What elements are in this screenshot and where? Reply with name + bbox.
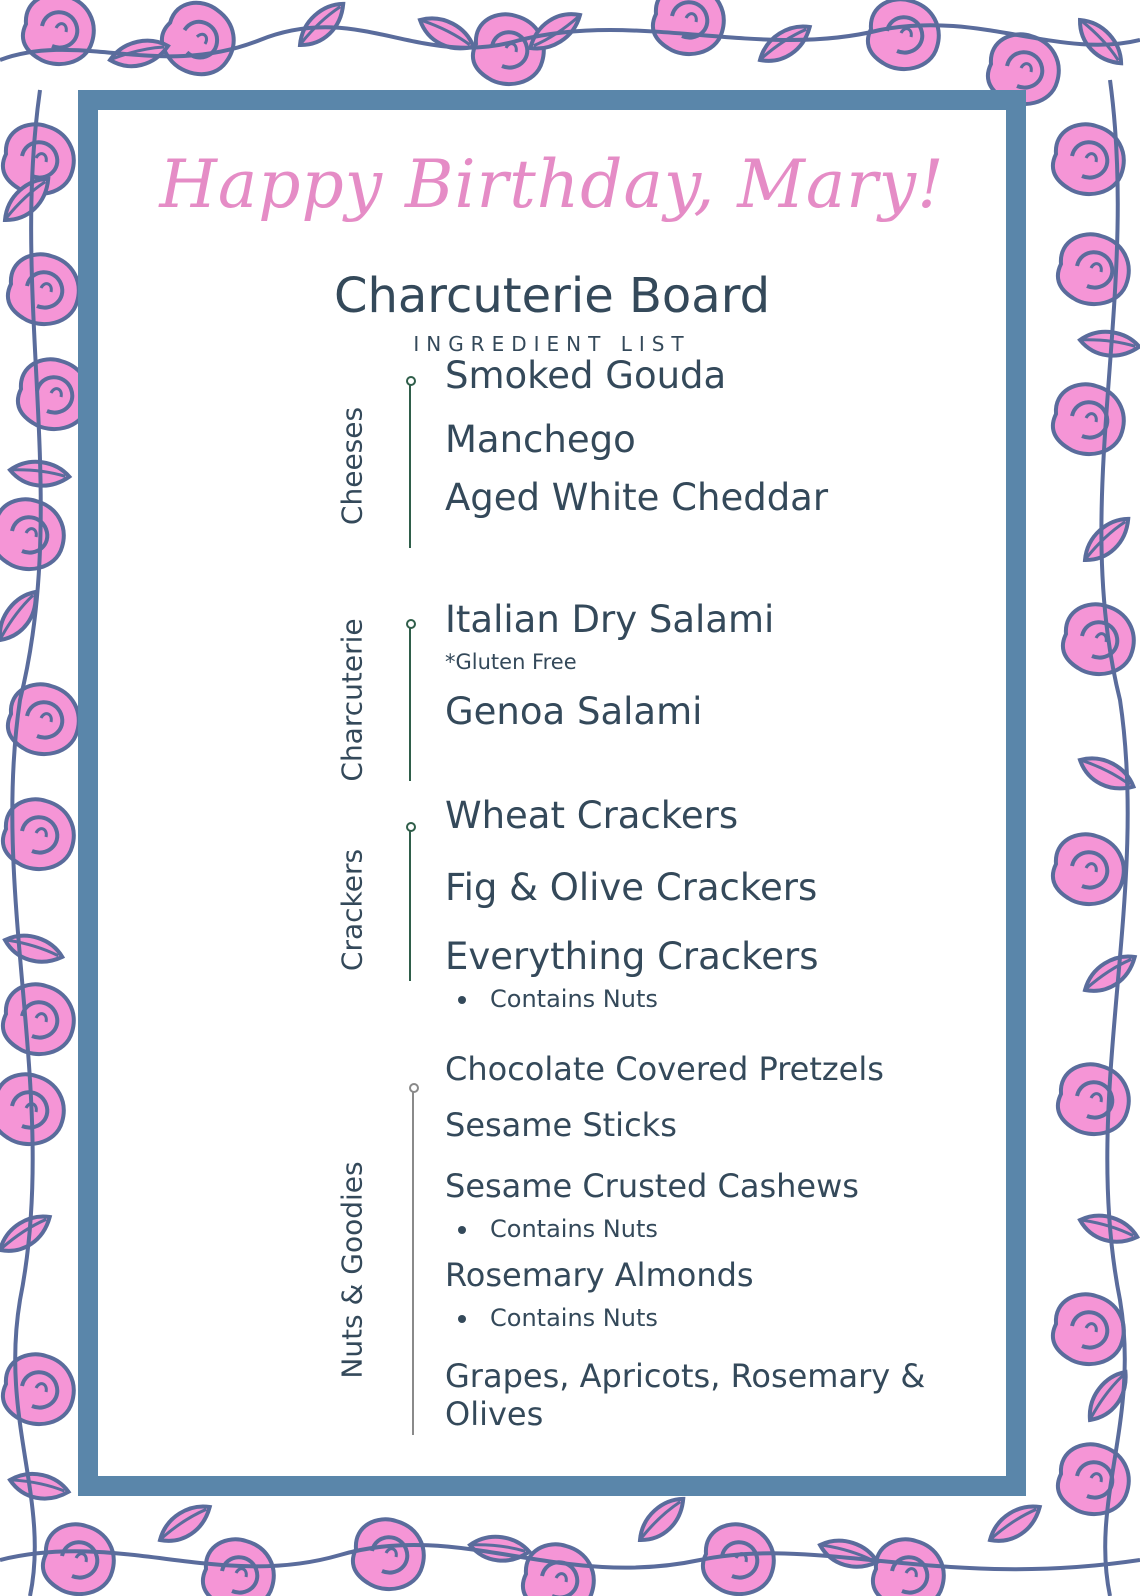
category-label-cheeses: Cheeses bbox=[335, 406, 369, 526]
item-chocolate-covered-pretzels: Chocolate Covered Pretzels bbox=[445, 1050, 884, 1088]
bullet-dot bbox=[458, 996, 466, 1004]
category-dot bbox=[409, 1083, 419, 1093]
bullet-dot bbox=[458, 1315, 466, 1323]
item-smoked-gouda: Smoked Gouda bbox=[445, 354, 727, 397]
greeting-title: Happy Birthday, Mary! bbox=[159, 146, 945, 223]
category-label-charcuterie: Charcuterie bbox=[335, 618, 369, 782]
item-wheat-crackers: Wheat Crackers bbox=[445, 794, 739, 837]
item-bullet-contains-nuts bbox=[458, 985, 658, 1013]
category-dot bbox=[406, 619, 416, 629]
item-aged-white-cheddar: Aged White Cheddar bbox=[445, 476, 829, 519]
item-rosemary-almonds: Rosemary Almonds bbox=[445, 1256, 754, 1294]
category-line bbox=[409, 623, 411, 781]
item-italian-dry-salami: Italian Dry Salami bbox=[445, 598, 775, 641]
item-note-gluten-free: *Gluten Free bbox=[445, 650, 577, 674]
bullet-text: Contains Nuts bbox=[490, 985, 658, 1013]
category-label-nuts-goodies: Nuts & Goodies bbox=[335, 1161, 369, 1379]
bullet-text: Contains Nuts bbox=[490, 1215, 658, 1243]
item-sesame-crusted-cashews: Sesame Crusted Cashews bbox=[445, 1167, 859, 1205]
category-line bbox=[409, 380, 411, 548]
item-fig-olive-crackers: Fig & Olive Crackers bbox=[445, 866, 818, 909]
bullet-dot bbox=[458, 1226, 466, 1234]
board-title: Charcuterie Board bbox=[333, 268, 771, 324]
item-manchego: Manchego bbox=[445, 418, 636, 461]
board-subtitle: INGREDIENT LIST bbox=[413, 332, 691, 356]
category-label-crackers: Crackers bbox=[335, 848, 369, 972]
category-dot bbox=[406, 822, 416, 832]
item-genoa-salami: Genoa Salami bbox=[445, 690, 703, 733]
item-bullet-contains-nuts bbox=[458, 1215, 658, 1243]
category-dot bbox=[406, 376, 416, 386]
item-bullet-contains-nuts bbox=[458, 1304, 658, 1332]
category-line bbox=[412, 1087, 414, 1435]
item-grapes-apricots-rosemary-olives: Grapes, Apricots, Rosemary & Olives bbox=[445, 1357, 926, 1433]
category-line bbox=[409, 826, 411, 981]
ingredient-card bbox=[78, 90, 1026, 1496]
item-everything-crackers: Everything Crackers bbox=[445, 935, 819, 978]
bullet-text: Contains Nuts bbox=[490, 1304, 658, 1332]
item-sesame-sticks: Sesame Sticks bbox=[445, 1106, 677, 1144]
